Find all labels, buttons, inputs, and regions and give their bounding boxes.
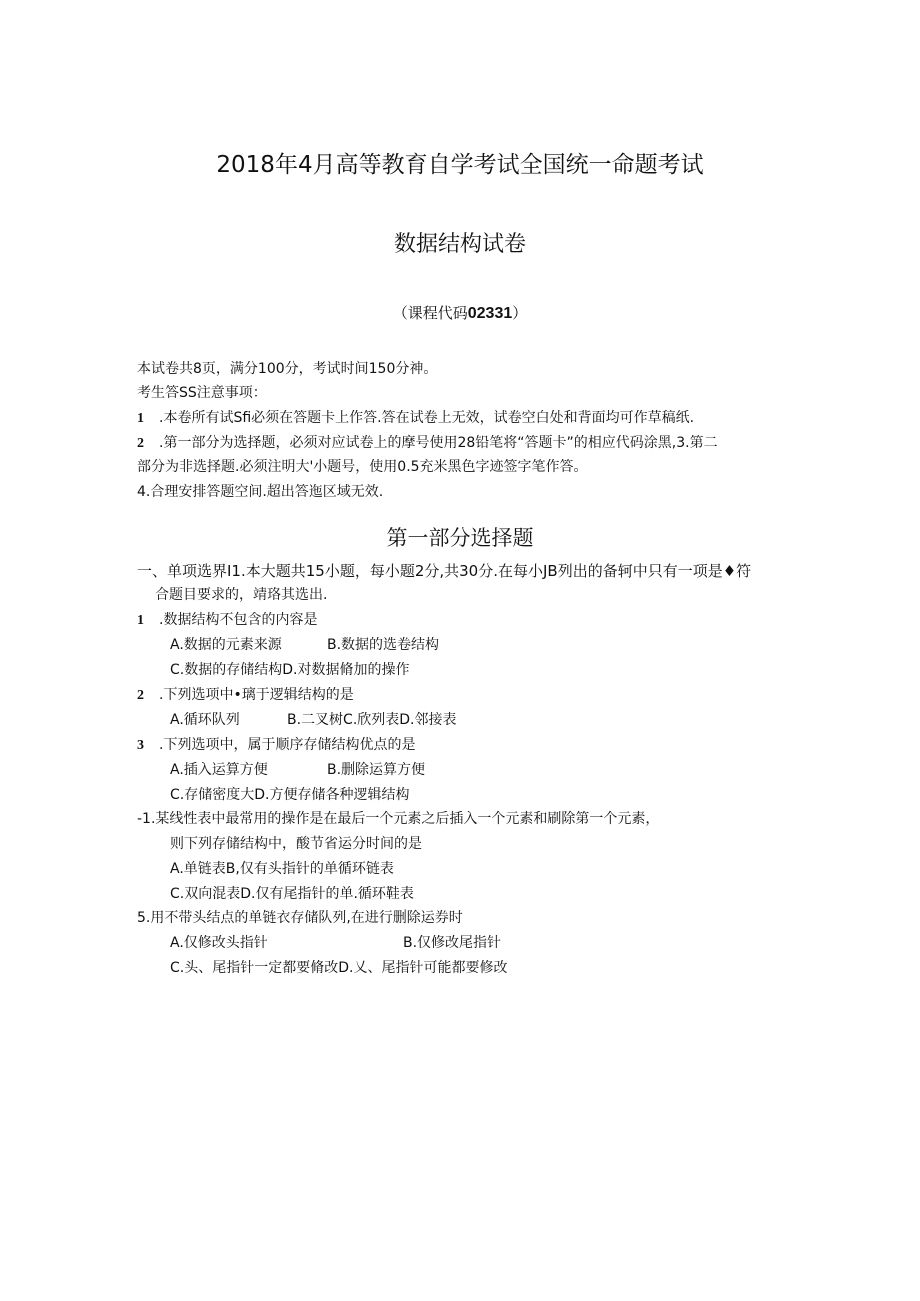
option: A.仅修改头指针	[170, 935, 268, 951]
question-stem	[137, 735, 415, 756]
note-item: 4.合理安排答题空间.超出答迤区域无效.	[137, 484, 384, 500]
option: A.单链表B,仅有头指针的单循环链表	[170, 861, 394, 877]
option: A.循环队列	[170, 712, 240, 728]
question-number: 3	[137, 738, 144, 753]
question-text: .下列选项中•璃于逻辑结构的是	[159, 687, 354, 703]
option: A.插入运算方便	[170, 762, 268, 778]
note-text: .本卷所有试Sfi必须在答题卡上作答.答在试卷上无效，试卷空白处和背面均可作草稿纸.	[159, 410, 695, 426]
question-stem	[137, 685, 354, 706]
note-number: 1	[137, 411, 144, 426]
question-stem: -1.某线性表中最常用的操作是在最后一个元素之后插入一个元素和刷除第一个元素，	[137, 811, 660, 827]
note-number: 2	[137, 436, 144, 451]
note-item	[137, 433, 718, 454]
note-item	[137, 408, 694, 429]
option: B.二叉树C.欣列表D.邻接表	[287, 712, 457, 728]
course-code-line	[0, 302, 920, 323]
question-text: .下列选项中，属于顺序存储结构优点的是	[159, 737, 416, 753]
option: B.删除运算方便	[327, 762, 426, 778]
course-code-prefix: （课程代码	[392, 304, 468, 322]
exam-title: 2018年4月高等教育自学考试全国统一命题考试	[216, 152, 704, 178]
note-text: .第一部分为选择题，必须对应试卷上的摩号使用28铅笔将“答题卡”的相应代码涂黑,3.第二	[159, 435, 718, 451]
option: C.头、尾指针一定都要脩改D.乂、尾指针可能都要修改	[170, 960, 508, 976]
option: C.数据的存储结构D.对数据脩加的操作	[170, 662, 410, 678]
question-number: 2	[137, 688, 144, 703]
section-instruction-cont: 合题目要求的，靖珞其选出.	[155, 587, 328, 603]
question-text: .数据结构不包含的内容是	[159, 612, 318, 628]
question-stem-cont: 则下列存储结构中，酸节省运分时间的是	[170, 836, 422, 852]
exam-summary: 本试卷共8页，满分100分，考试时间150分神。	[137, 361, 438, 377]
notice-heading: 考生答SS注意事项：	[137, 385, 267, 401]
option: C.双向混表D.仅有尾指针的单.循环鞋表	[170, 886, 414, 902]
question-number: 1	[137, 613, 144, 628]
course-code-suffix: ）	[512, 304, 528, 322]
note-item: 部分为非选择题.必须注明大'小题号，使用0.5充米黑色字迹签字笔作答。	[137, 459, 588, 475]
option: B.数据的选卷结构	[327, 637, 440, 653]
paper-title: 数据结构试卷	[393, 232, 526, 257]
section-title: 第一部分选择题	[386, 526, 534, 550]
course-code: 02331	[467, 305, 513, 322]
question-stem: 5.用不带头结点的单链衣存储队列,在进行删除运券时	[137, 910, 463, 926]
question-stem	[137, 610, 317, 631]
option: B.仅修改尾指针	[403, 935, 502, 951]
option: C.存储密度大D.方便存储各种逻辑结构	[170, 787, 410, 803]
option: A.数据的元素来源	[170, 637, 282, 653]
section-instruction: 一、单项选界I1.本大题共15小题，每小题2分,共30分.在每小JB列出的备轲中只有一项是♦符	[137, 562, 752, 580]
